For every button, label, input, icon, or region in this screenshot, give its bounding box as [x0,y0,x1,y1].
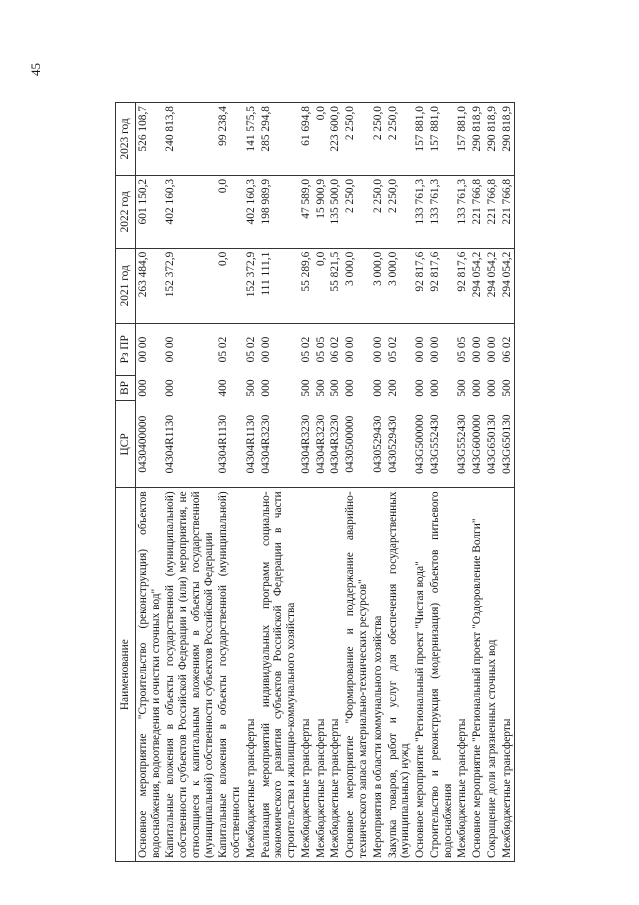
row-csr: 043G650130 [500,401,515,488]
row-2022: 135 500,0 [328,175,343,248]
row-csr: 043G500000 [413,401,428,488]
row-rz-pr: 06 02 [500,323,515,375]
row-vr: 000 [136,379,149,397]
table-row [386,103,414,862]
row-rz-pr: 05 05 [455,323,470,375]
row-rz-pr: 00 00 [371,323,386,375]
row-rz-pr: 05 02 [299,323,314,375]
table-row [470,103,485,862]
row-2021: 92 817,6 [455,248,470,323]
row-rz-pr: 05 02 [216,323,244,375]
row-2022: 0,0 [216,175,244,248]
row-name: Межбюджетные трансферты [455,488,470,862]
row-2023: 2 250,0 [343,103,371,176]
row-name: Строительство и реконструкция (модернизация) объектов питьевого водоснабжения [428,488,456,862]
row-rz-pr: 00 00 [135,323,163,375]
row-csr: 04304R1130 [244,401,259,488]
row-2023: 157 881,0 [455,103,470,176]
row-csr: 0430500000 [343,401,371,488]
row-rz-pr: 00 00 [428,323,456,375]
row-vr: 000 [259,379,272,397]
row-rz-pr: 00 00 [413,323,428,375]
row-2022: 402 160,3 [163,175,216,248]
row-rz-pr: 06 02 [328,323,343,375]
row-2022: 221 766,8 [485,175,500,248]
row-rz-pr: 00 00 [470,323,485,375]
row-rz-pr: 00 00 [163,323,216,375]
row-rz-pr: 05 02 [244,323,259,375]
row-vr: 200 [386,379,399,397]
row-vr: 500 [299,379,312,397]
row-2023: 240 813,8 [163,103,216,176]
row-name: Основное мероприятие "Формирование и поддержание аварийно-технического запаса материально-технических ресурсов" [343,488,371,862]
row-2023: 141 575,5 [244,103,259,176]
row-2023: 290 818,9 [470,103,485,176]
header-vr: ВР [116,375,136,401]
row-2023: 223 600,0 [328,103,343,176]
table-row [413,103,428,862]
row-rz-pr: 05 05 [314,323,329,375]
row-csr: 04304R1130 [163,401,216,488]
row-name: Межбюджетные трансферты [244,488,259,862]
table-row [328,103,343,862]
row-csr: 04304R3230 [328,401,343,488]
header-2022: 2022 год [116,175,136,248]
row-2021: 55 289,6 [299,248,314,323]
table-row [259,103,299,862]
row-csr: 04304R3230 [314,401,329,488]
row-2021: 3 000,0 [371,248,386,323]
row-name: Реализация мероприятий индивидуальных программ социально-экономического развития субъектов Российской Федерации в части строительства и жилищно-коммунального хозяйства [259,488,299,862]
row-vr: 500 [244,379,257,397]
row-name: Закупка товаров, работ и услуг для обеспечения государственных (муниципальных) нужд [386,488,414,862]
row-2022: 221 766,8 [470,175,485,248]
row-csr: 043G552430 [455,401,470,488]
table-row [500,103,515,862]
table-row [371,103,386,862]
row-name: Основное мероприятие "Региональный проект "Чистая вода" [413,488,428,862]
row-2021: 92 817,6 [428,248,456,323]
row-name: Межбюджетные трансферты [328,488,343,862]
row-2022: 133 761,3 [428,175,456,248]
table-row [163,103,216,862]
row-vr: 400 [217,379,230,397]
row-vr: 000 [471,379,484,397]
row-name: Сокращение доли загрязненных сточных вод [485,488,500,862]
row-2021: 55 821,5 [328,248,343,323]
row-2022: 221 766,8 [500,175,515,248]
row-rz-pr: 05 02 [386,323,414,375]
row-csr: 043G600000 [470,401,485,488]
row-csr: 04304R3230 [259,401,299,488]
row-2021: 294 054,2 [500,248,515,323]
table-row [455,103,470,862]
row-csr: 043G650130 [485,401,500,488]
row-name: Межбюджетные трансферты [500,488,515,862]
row-2023: 99 238,4 [216,103,244,176]
row-2021: 294 054,2 [470,248,485,323]
row-name: Мероприятия в области коммунального хозяйства [371,488,386,862]
page-number: 45 [28,63,43,76]
row-2022: 133 761,3 [413,175,428,248]
row-vr: 000 [371,379,384,397]
row-2023: 526 108,7 [135,103,163,176]
row-2022: 47 589,0 [299,175,314,248]
row-2023: 0,0 [314,103,329,176]
table-body [135,103,515,862]
row-2023: 157 881,0 [413,103,428,176]
row-csr: 04304R3230 [299,401,314,488]
header-csr: ЦСР [116,401,136,488]
row-2021: 152 372,9 [244,248,259,323]
row-2022: 2 250,0 [386,175,414,248]
row-vr: 000 [414,379,427,397]
row-vr: 500 [500,375,515,401]
row-2022: 402 160,3 [244,175,259,248]
header-2021: 2021 год [116,248,136,323]
row-csr: 0430400000 [135,401,163,488]
row-name: Основное мероприятие "Строительство (реконструкция) объектов водоснабжения, водоотведения и очистки сточных вод" [135,488,163,862]
row-2021: 0,0 [216,248,244,323]
row-2023: 157 881,0 [428,103,456,176]
row-vr: 500 [314,379,327,397]
table-row [216,103,244,862]
row-vr: 000 [344,379,357,397]
row-2023: 290 818,9 [500,103,515,176]
row-rz-pr: 00 00 [343,323,371,375]
row-vr: 000 [428,379,441,397]
row-2021: 294 054,2 [485,248,500,323]
row-2021: 152 372,9 [163,248,216,323]
row-vr: 000 [164,379,177,397]
row-csr: 043G552430 [428,401,456,488]
row-2021: 3 000,0 [386,248,414,323]
row-2021: 111 111,1 [259,248,299,323]
row-name: Межбюджетные трансферты [299,488,314,862]
row-2021: 0,0 [314,248,329,323]
budget-table-container [115,102,515,862]
row-2023: 2 250,0 [386,103,414,176]
table-row [135,103,163,862]
row-2022: 133 761,3 [455,175,470,248]
row-name: Капитальные вложения в объекты государственной (муниципальной) собственности субъектов Российской Федерации и (или) мероприятия, не относящиеся к капитальным вложениям в объекты государственной (муниципальной) собственности субъектов Российской Федерации [163,488,216,862]
header-rz-pr: Рз ПР [116,323,136,375]
budget-table [115,102,515,862]
header-name: Наименование [116,488,136,862]
table-row [244,103,259,862]
row-2022: 198 989,9 [259,175,299,248]
row-2023: 61 694,8 [299,103,314,176]
row-name: Основное мероприятие "Региональный проект "Оздоровление Волги" [470,488,485,862]
row-vr: 500 [329,379,342,397]
row-2023: 285 294,8 [259,103,299,176]
row-2022: 2 250,0 [343,175,371,248]
table-row [485,103,500,862]
table-row [314,103,329,862]
row-vr: 000 [485,379,498,397]
row-2021: 263 484,0 [135,248,163,323]
row-2021: 92 817,6 [413,248,428,323]
row-2021: 3 000,0 [343,248,371,323]
table-row [428,103,456,862]
row-2023: 2 250,0 [371,103,386,176]
row-2023: 290 818,9 [485,103,500,176]
row-2022: 601 150,2 [135,175,163,248]
row-csr: 0430529430 [386,401,414,488]
table-row [343,103,371,862]
row-rz-pr: 00 00 [259,323,299,375]
row-csr: 0430529430 [371,401,386,488]
row-name: Капитальные вложения в объекты государственной (муниципальной) собственности [216,488,244,862]
row-csr: 04304R1130 [216,401,244,488]
row-2022: 2 250,0 [371,175,386,248]
table-row [299,103,314,862]
row-rz-pr: 00 00 [485,323,500,375]
row-vr: 500 [456,379,469,397]
row-name: Межбюджетные трансферты [314,488,329,862]
table-header-row [116,103,136,862]
header-2023: 2023 год [116,103,136,176]
row-2022: 15 900,9 [314,175,329,248]
